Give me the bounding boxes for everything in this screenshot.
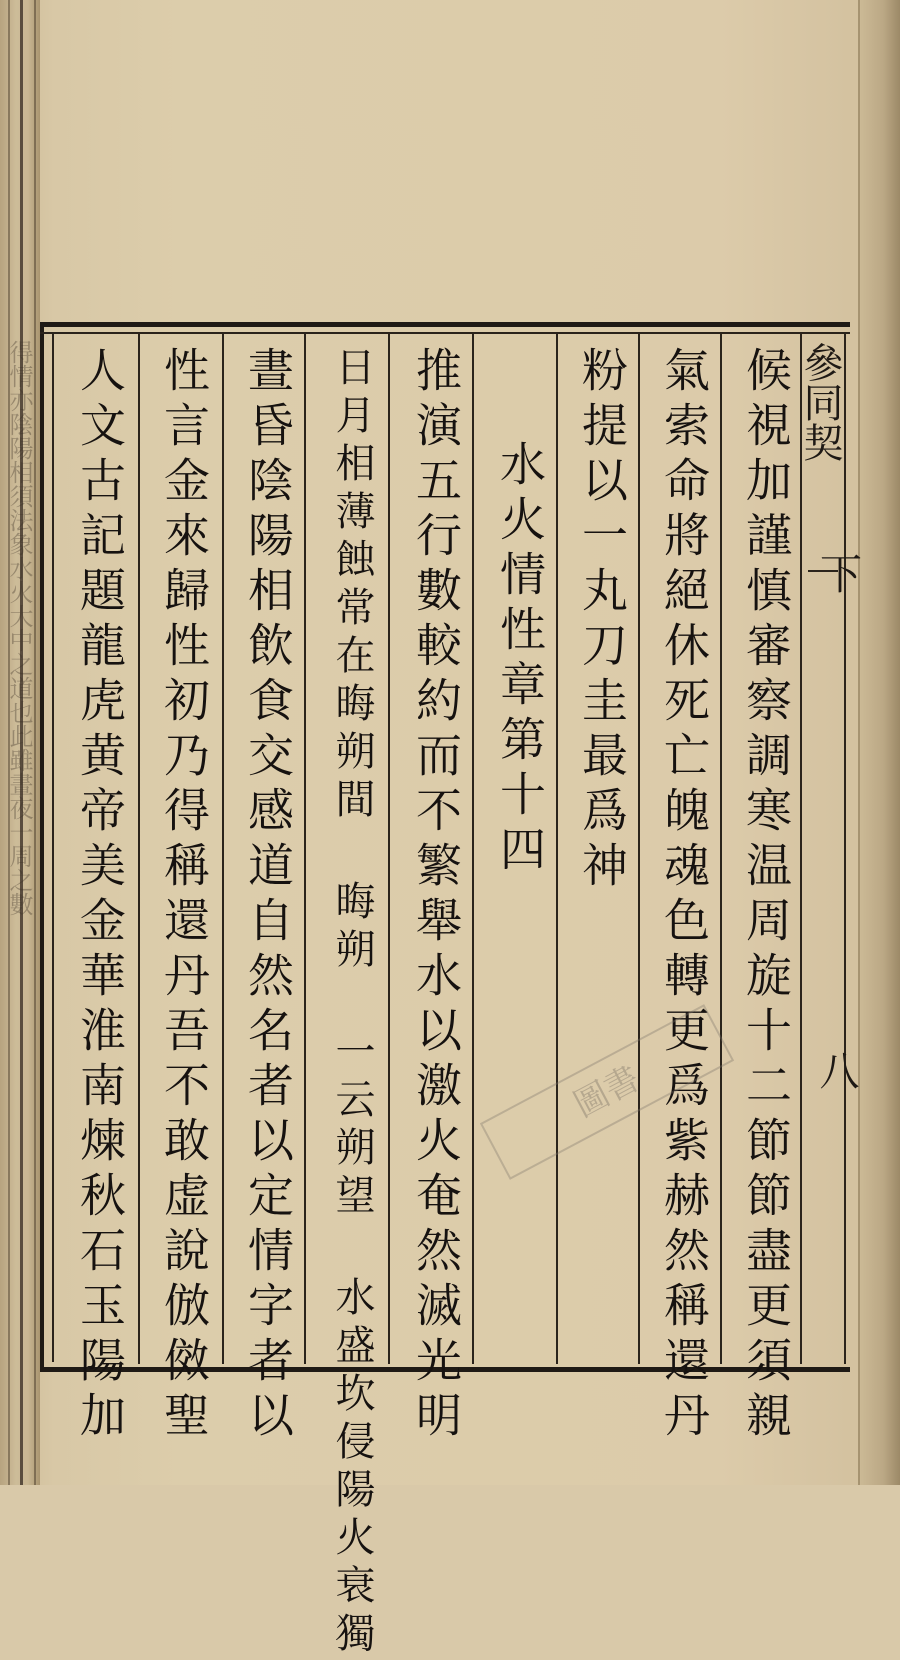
center-strip [797, 334, 846, 1364]
previous-leaf-bleed-text: 得情亦陰陽相須法象水火大中之道也此雖晝夜一周之數 [5, 340, 33, 916]
column-rule [222, 334, 224, 1364]
text-column-1: 候視加謹慎審察調寒温周旋十二節節盡更須親 [739, 346, 793, 1446]
text-column-6: 日月相薄蝕常在晦朔間 晦朔 一云朔望 水盛坎侵陽火衰獨 [329, 346, 375, 1660]
center-strip-chapter-mark: 下 [814, 552, 863, 594]
column-rule [638, 334, 640, 1364]
library-stamp: 圖書 [480, 1004, 734, 1180]
text-column-3: 粉提以一丸刀圭最爲神 [575, 346, 629, 896]
center-strip-title: 參同契 [797, 342, 843, 462]
text-column-5: 推演五行數較約而不繁舉水以激火奄然滅光明 [409, 346, 463, 1446]
column-rule [556, 334, 558, 1364]
frame-inner-top-rule [40, 332, 850, 334]
frame-inner-left-rule [52, 334, 54, 1362]
text-column-9: 人文古記題龍虎黄帝美金華淮南煉秋石玉陽加 [73, 346, 127, 1446]
column-rule [472, 334, 474, 1364]
text-column-2: 氣索命將絕休死亡魄魂色轉更爲紫赫然稱還丹 [657, 346, 711, 1446]
column-rule [720, 334, 722, 1364]
fore-edge [858, 0, 900, 1485]
column-rule [138, 334, 140, 1364]
folio-number: 八 [813, 1050, 859, 1090]
binding-rule [34, 0, 36, 1485]
column-rule [304, 334, 306, 1364]
column-rule [388, 334, 390, 1364]
chapter-heading: 水火情性章第十四 [493, 440, 547, 880]
fore-edge-line [858, 0, 860, 1485]
text-column-8: 性言金來歸性初乃得稱還丹吾不敢虚說倣傚聖 [157, 346, 211, 1446]
text-column-7: 晝昏陰陽相飲食交感道自然名者以定情字者以 [241, 346, 295, 1446]
